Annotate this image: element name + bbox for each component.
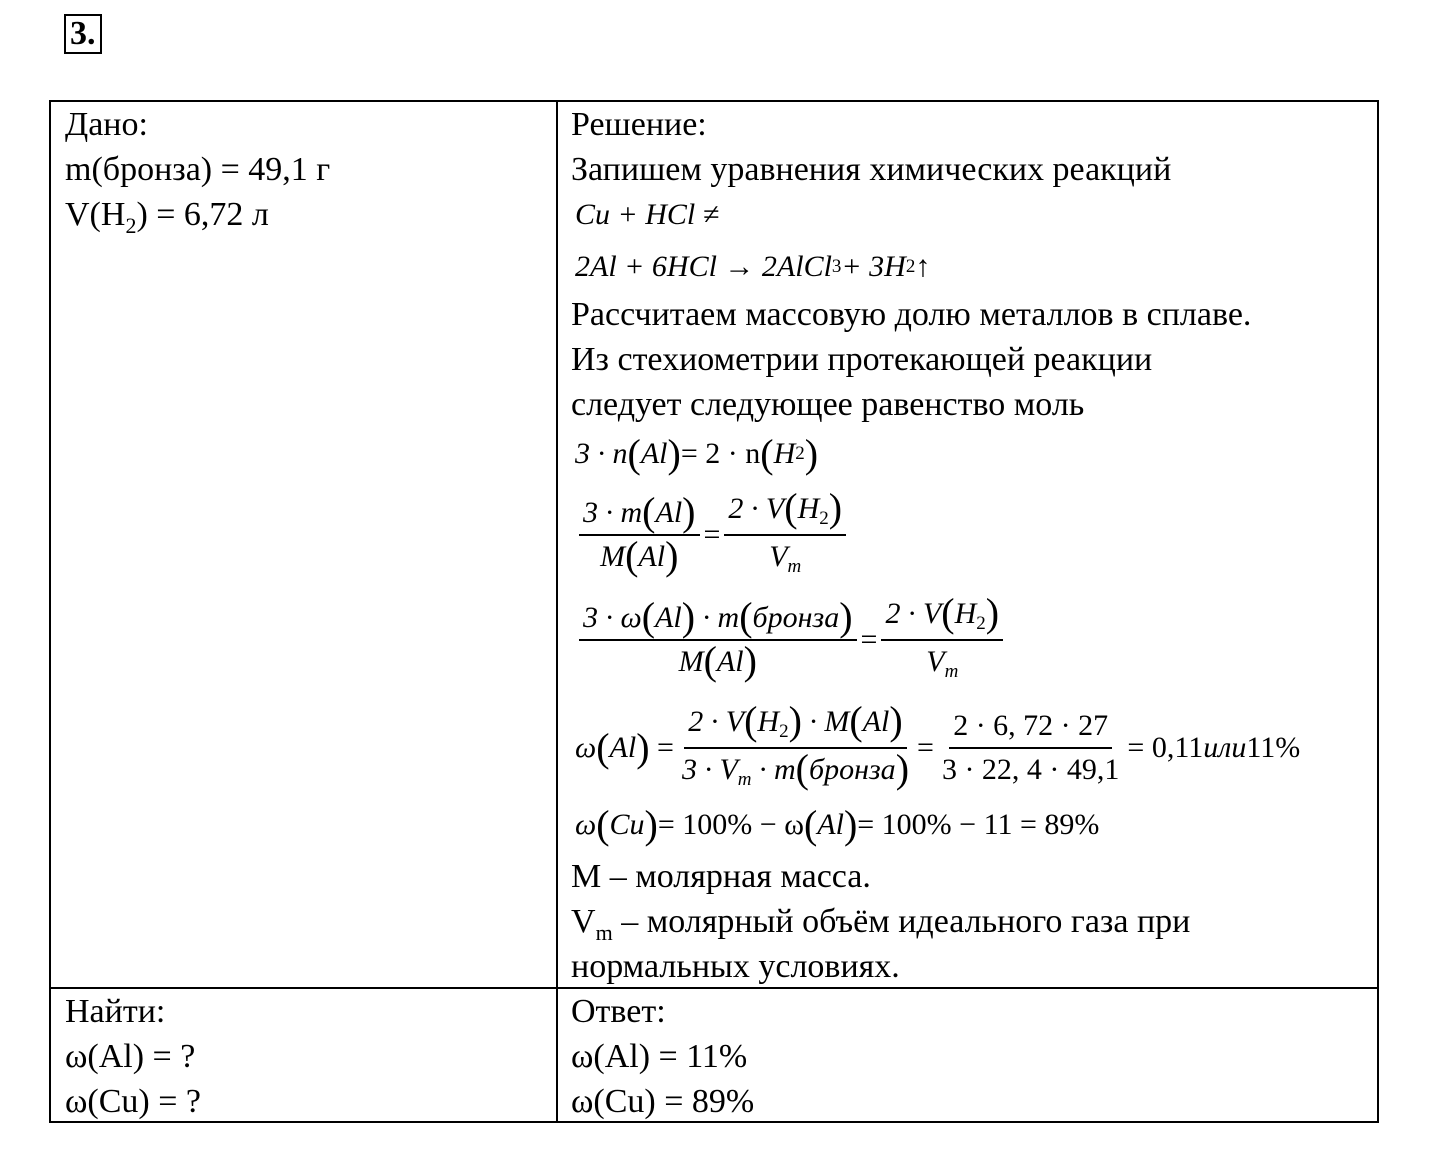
calc-text: Рассчитаем массовую долю металлов в сплаве. [571, 296, 1252, 333]
note-molar-volume-2: нормальных условиях. [571, 948, 900, 985]
equation-mass-volume: $\frac{3 \cdot m(Al)}{M(Al)}$ = $\frac{2 \cdot V(H_2)}{V_m}$ [575, 487, 850, 582]
solution-heading: Решение: [571, 106, 707, 143]
stoich-text-2: следует следующее равенство моль [571, 386, 1085, 423]
given-mass: m(бронза) = 49,1 г [65, 151, 331, 188]
reaction-cu-hcl: Cu + HCl ≠ [575, 198, 720, 231]
note-molar-mass: M – молярная масса. [571, 858, 871, 895]
answer-al: ω(Al) = 11% [571, 1038, 748, 1075]
stoich-text-1: Из стехиометрии протекающей реакции [571, 341, 1153, 378]
find-cu: ω(Cu) = ? [65, 1083, 201, 1120]
solution-table [49, 100, 1379, 1123]
answer-heading: Ответ: [571, 993, 666, 1030]
equation-cu-fraction: ω ( Cu ) = 100% − ω ( Al ) = 100% − 11 = 89% [575, 802, 1100, 847]
reaction-al-hcl: 2Al + 6HCl → 2AlCl 3 + 3H 2 ↑ [575, 250, 931, 283]
given-volume: $V(H_2) = 6,72$ л [65, 196, 269, 238]
task-number: 3. [64, 14, 102, 54]
given-heading: Дано: [65, 106, 148, 143]
answer-cu: ω(Cu) = 89% [571, 1083, 755, 1120]
note-molar-volume: $V_m$ – молярный объём идеального газа при [571, 903, 1191, 945]
column-divider [556, 102, 558, 1121]
find-heading: Найти: [65, 993, 166, 1030]
equation-mass-fraction: $\frac{\text{3 · ω(Al) · m(бронза)}}{M(Al)}$ = $\frac{2 \cdot V(H_2)}{V_m}$ [575, 592, 1007, 687]
solution-intro: Запишем уравнения химических реакций [571, 151, 1172, 188]
find-al: ω(Al) = ? [65, 1038, 196, 1075]
equation-mole-ratio: 3 · n ( Al ) = 2 · n ( H 2 ) [575, 431, 819, 476]
equation-al-fraction: ω ( Al ) = $\frac{2 \cdot V(H_2) \cdot M(Al)}{3 \cdot V_m \cdot m(бронза)}$ = $\frac{2 \cdot 6, 72 \cdot 27}{3 \cdot 22, 4 \cdot 49,1}$ = 0,11 или 11% [575, 697, 1301, 791]
